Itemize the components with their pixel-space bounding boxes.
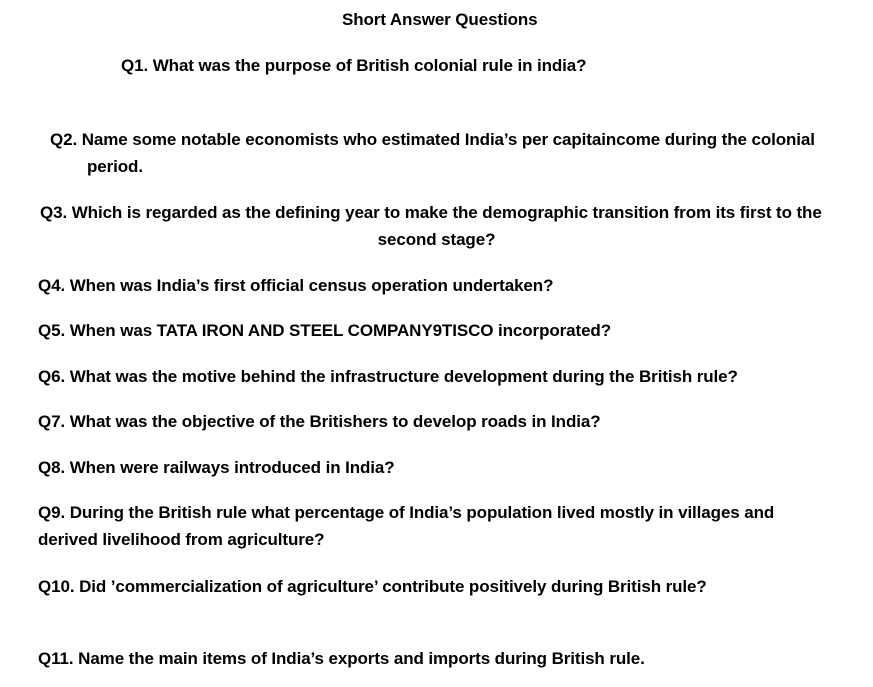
question-11: Q11. Name the main items of India’s exports and imports during British rule.	[38, 649, 645, 668]
question-2-line-2: period.	[87, 157, 143, 176]
page-title: Short Answer Questions	[342, 10, 538, 29]
question-4: Q4. When was India’s first official census operation undertaken?	[38, 276, 554, 295]
question-3-line-2: second stage?	[377, 230, 496, 249]
question-2-line-1: Q2. Name some notable economists who estimated India’s per capitaincome during the colonial	[50, 130, 815, 149]
question-3-line-1: Q3. Which is regarded as the defining year to make the demographic transition from its first to the	[40, 203, 822, 222]
question-9-line-2: derived livelihood from agriculture?	[38, 530, 325, 549]
question-6: Q6. What was the motive behind the infrastructure development during the British rule?	[38, 367, 738, 386]
question-7: Q7. What was the objective of the Britishers to develop roads in India?	[38, 412, 601, 431]
question-9-line-1: Q9. During the British rule what percentage of India’s population lived mostly in villages and	[38, 503, 775, 522]
question-10: Q10. Did ’commercialization of agriculture’ contribute positively during British rule?	[38, 577, 707, 596]
question-5: Q5. When was TATA IRON AND STEEL COMPANY9TISCO incorporated?	[38, 321, 611, 340]
question-8: Q8. When were railways introduced in India?	[38, 458, 395, 477]
question-1: Q1. What was the purpose of British colonial rule in india?	[121, 56, 587, 75]
